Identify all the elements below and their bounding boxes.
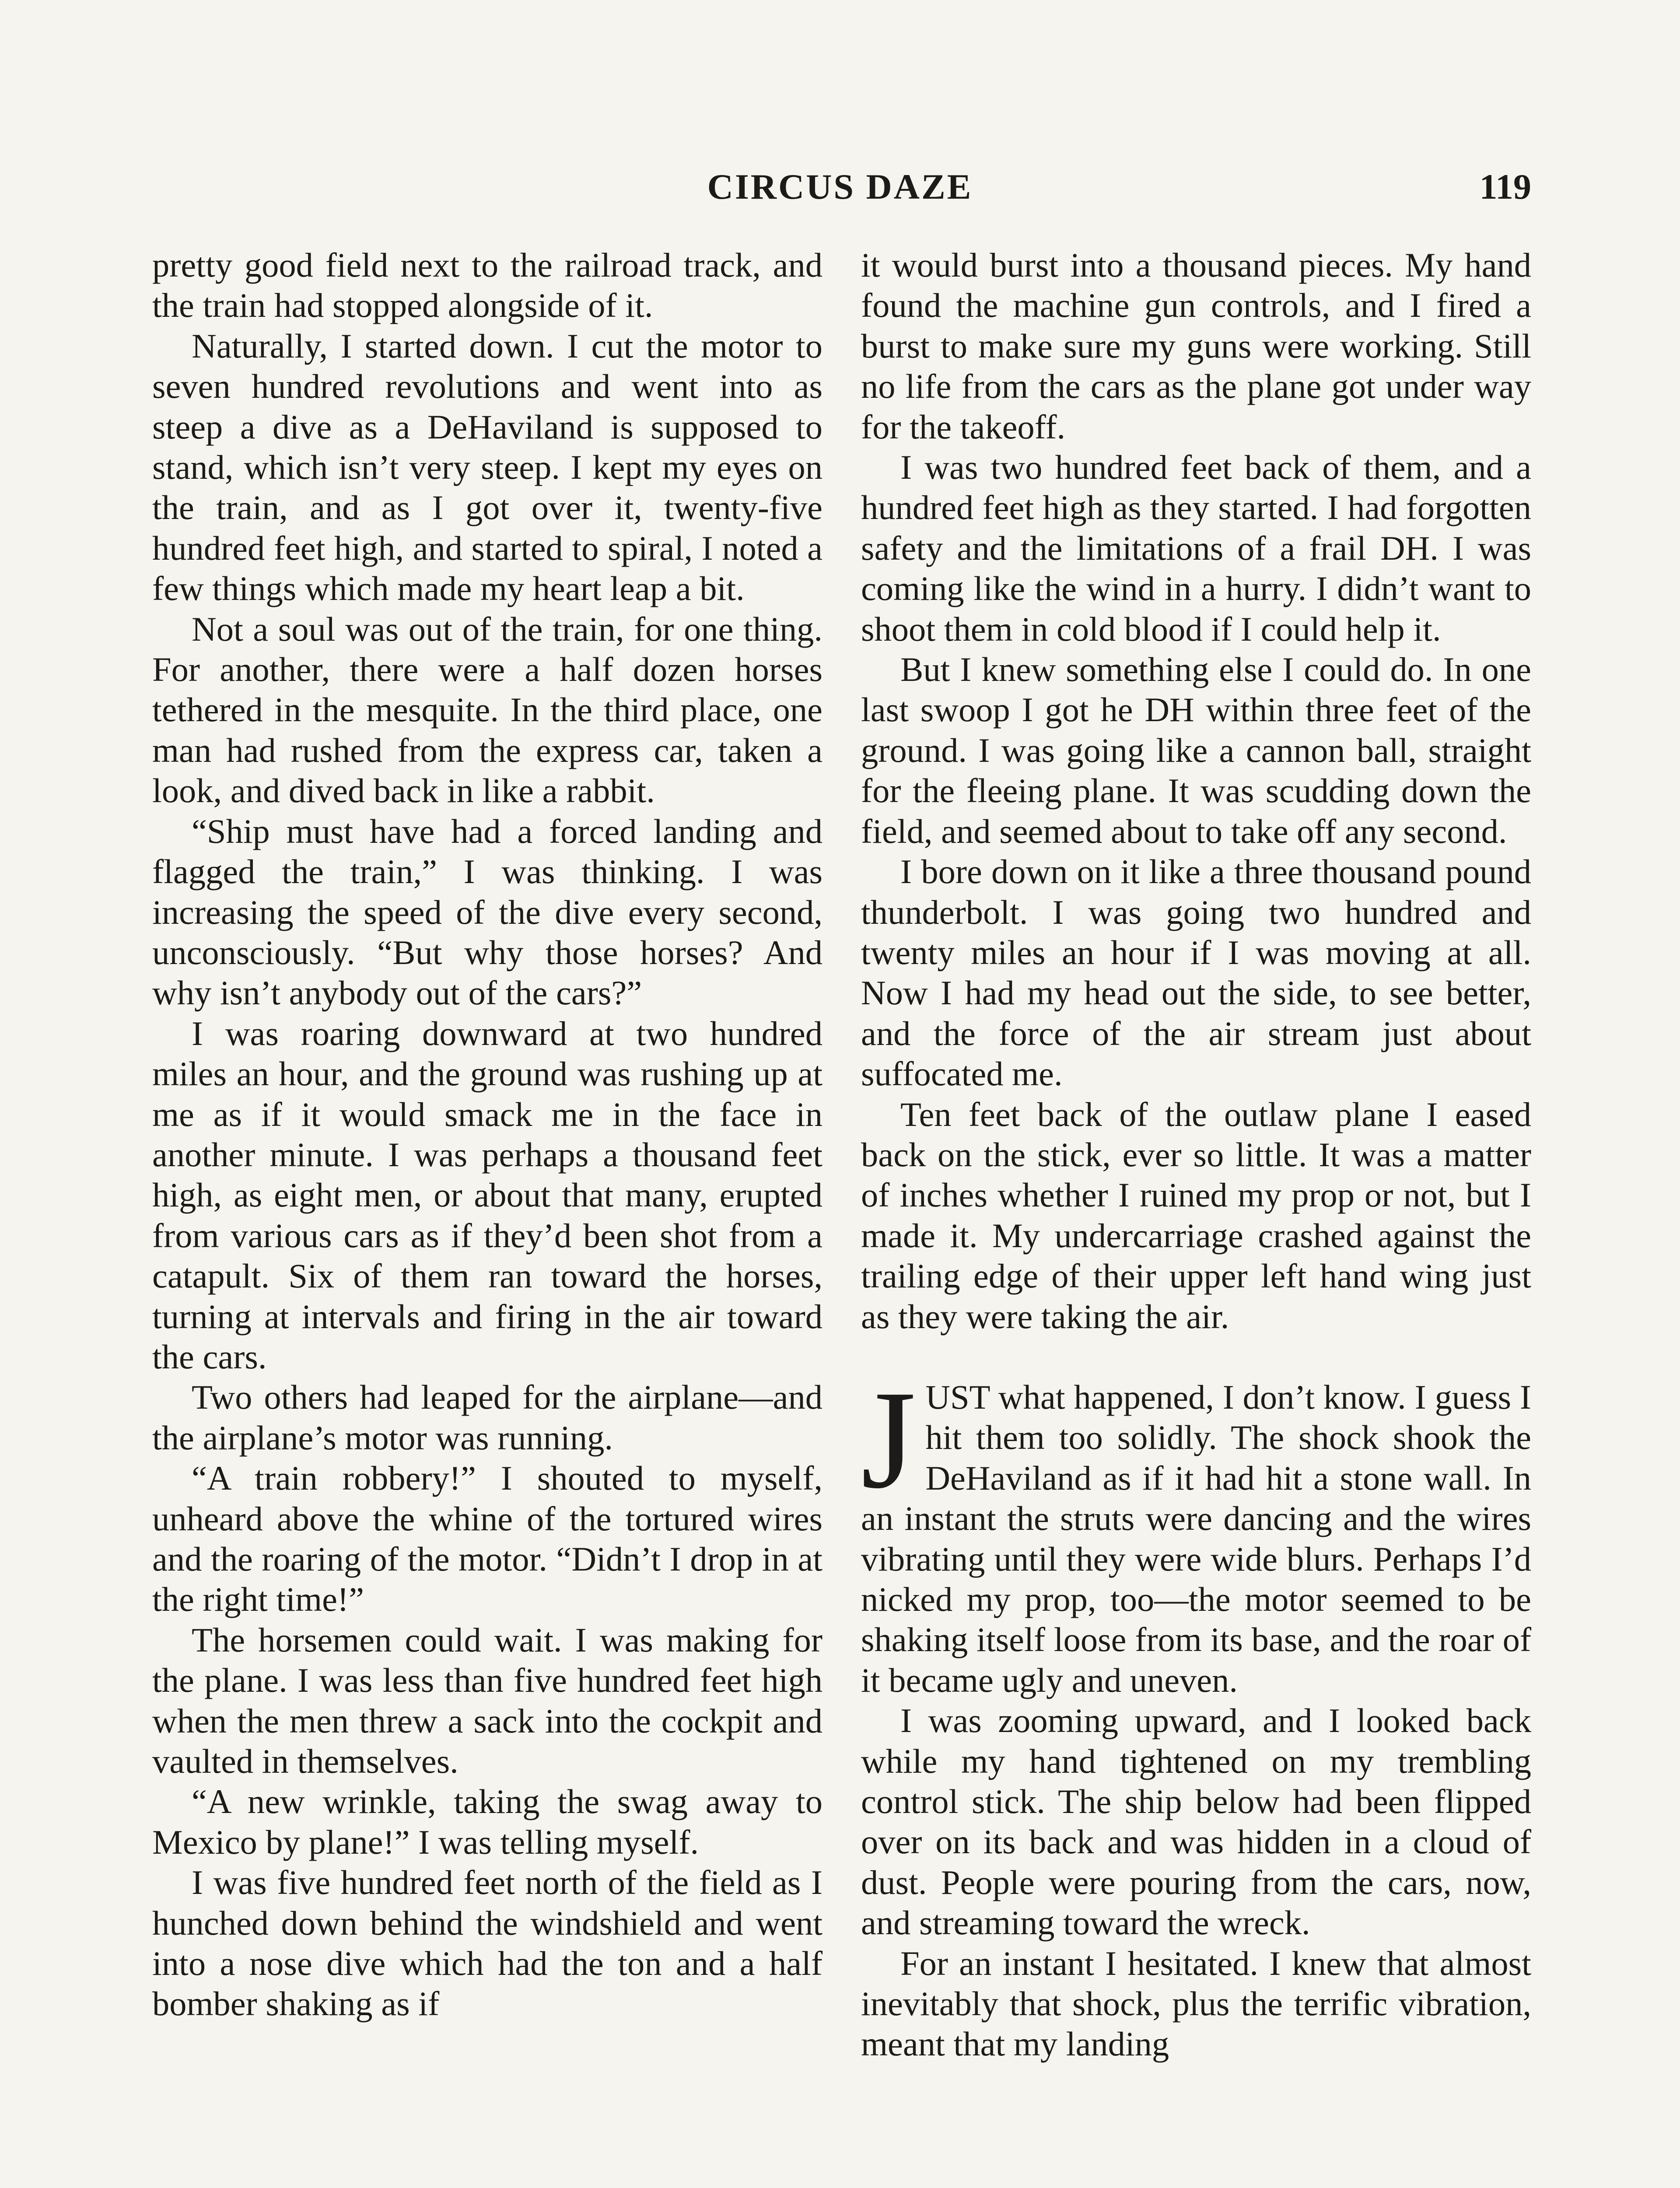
paragraph: it would burst into a thousand pieces. My hand found the machine gun controls, and I fired a burst to make sure my guns were working. Still no life from the cars as the plane got under way for the takeoff. [861, 246, 1531, 446]
left-column [152, 245, 822, 2188]
paragraph: “Ship must have had a forced landing and flagged the train,” I was thinking. I was increasing the speed of the dive every second, unconsciously. “But why those horses? And why isn’t anybody out of the cars?” [152, 812, 822, 1012]
paragraph: Naturally, I started down. I cut the motor to seven hundred revolutions and went into as steep a dive as a DeHaviland is supposed to stand, which isn’t very steep. I kept my eyes on the train, and as I got over it, twenty-five hundred feet high, and started to spiral, I noted a few things which made my heart leap a bit. [152, 326, 822, 608]
paragraph: Ten feet back of the outlaw plane I eased back on the stick, ever so little. It was a matter of inches whether I ruined my prop or not, but I made it. My undercarriage crashed against the trailing edge of their upper left hand wing just as they were taking the air. [861, 1095, 1531, 1336]
paragraph: “A new wrinkle, taking the swag away to Mexico by plane!” I was telling myself. [152, 1782, 822, 1861]
paragraph: But I knew something else I could do. In one last swoop I got he DH within three feet of the ground. I was going like a cannon ball, straight for the fleeing plane. It was scudding down the field, and seemed about to take off any second. [861, 650, 1531, 850]
drop-cap: J [861, 1361, 916, 1518]
text-columns [152, 245, 1531, 2188]
running-head [149, 163, 1531, 211]
paragraph: Two others had leaped for the airplane—and the airplane’s motor was running. [152, 1378, 822, 1457]
paragraph: For an instant I hesitated. I knew that almost inevitably that shock, plus the terrific vibration, meant that my landing [861, 1944, 1531, 2063]
paragraph: I was five hundred feet north of the field as I hunched down behind the windshield and went into a nose dive which had the ton and a half bomber shaking as if [152, 1863, 822, 2023]
page-number: 119 [1479, 167, 1531, 207]
paragraph: pretty good field next to the railroad track, and the train had stopped alongside of it. [152, 246, 822, 325]
paragraph: I bore down on it like a three thousand pound thunderbolt. I was going two hundred and twenty miles an hour if I was moving at all. Now I had my head out the side, to see better, and the force of the air stream just about suffocated me. [861, 852, 1531, 1093]
section-first-paragraph [861, 1361, 1531, 1701]
page-title: CIRCUS DAZE [707, 167, 973, 207]
paragraph: “A train robbery!” I shouted to myself, unheard above the whine of the tortured wires and the roaring of the motor. “Didn’t I drop in at the right time!” [152, 1459, 822, 1619]
paragraph: The horsemen could wait. I was making for the plane. I was less than five hundred feet high when the men threw a sack into the cockpit and vaulted in themselves. [152, 1620, 822, 1781]
paragraph: Not a soul was out of the train, for one thing. For another, there were a half dozen horses tethered in the mesquite. In the third place, one man had rushed from the express car, taken a look, and dived back in like a rabbit. [152, 610, 822, 810]
right-column [861, 245, 1531, 2188]
paragraph: I was zooming upward, and I looked back while my hand tightened on my trembling control stick. The ship below had been flipped over on its back and was hidden in a cloud of dust. People were pouring from the cars, now, and streaming toward the wreck. [861, 1701, 1531, 1942]
paragraph: I was roaring downward at two hundred miles an hour, and the ground was rushing up at me as if it would smack me in the face in another minute. I was perhaps a thousand feet high, as eight men, or about that many, erupted from various cars as if they’d been shot from a catapult. Six of them ran toward the horses, turning at intervals and firing in the air toward the cars. [152, 1014, 822, 1376]
paragraph: I was two hundred feet back of them, and a hundred feet high as they started. I had forgotten safety and the limitations of a frail DH. I was coming like the wind in a hurry. I didn’t want to shoot them in cold blood if I could help it. [861, 448, 1531, 648]
section-text: UST what happened, I don’t know. I guess I hit them too solidly. The shock shook the DeHaviland as if it had hit a stone wall. In an instant the struts were dancing and the wires vibrating until they were wide blurs. Perhaps I’d nicked my prop, too—the motor seemed to be shaking itself loose from its base, and the roar of it became ugly and uneven. [861, 1378, 1531, 1699]
